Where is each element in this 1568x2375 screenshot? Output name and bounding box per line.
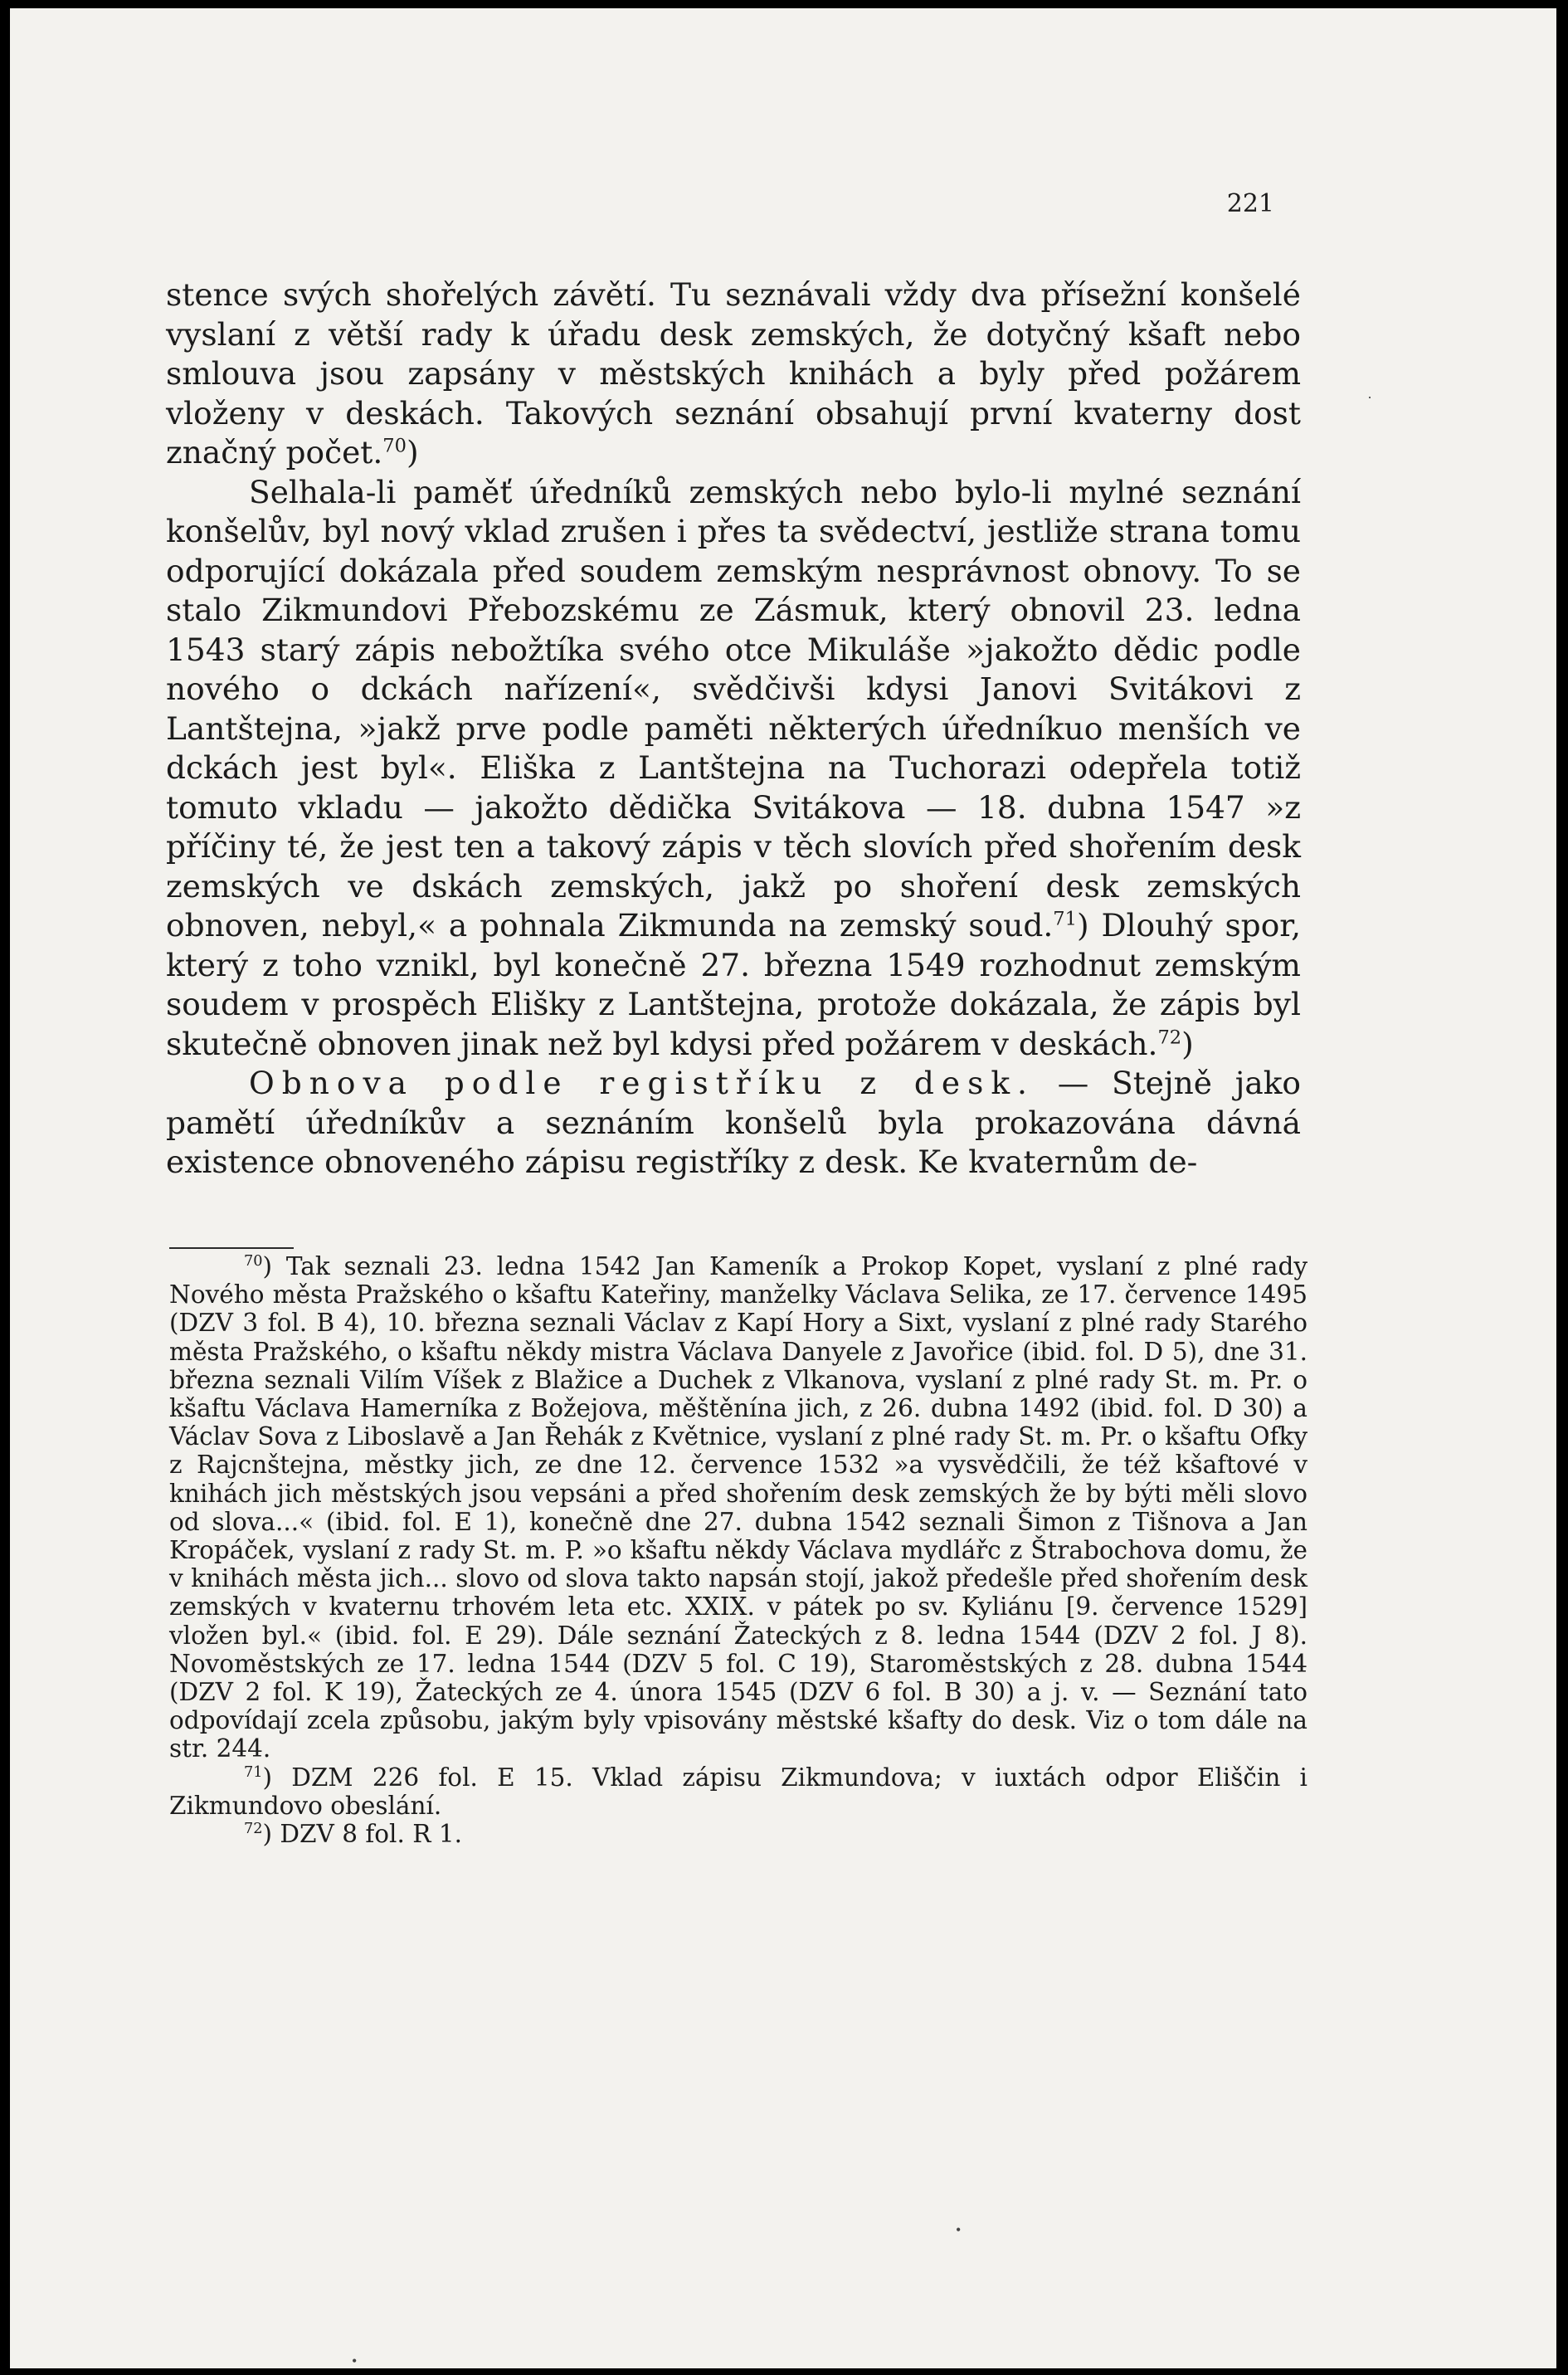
scan-speck: • — [956, 2221, 962, 2238]
page-number: 221 — [1226, 189, 1274, 218]
footnote-ref-70: 70 — [382, 435, 407, 457]
footnotes — [169, 1252, 1307, 1848]
footnote-71-text: ) DZM 226 fol. E 15. Vklad zápisu Zikmundova; v iuxtách odpor Eliščin i Zikmundovo obeslání. — [169, 1763, 1307, 1820]
footnote-divider — [169, 1247, 294, 1249]
footnote-70 — [169, 1252, 1307, 1763]
scan-speck: • — [352, 2353, 358, 2368]
paragraph-1-close: ) — [406, 434, 419, 471]
paragraph-3-text: — Stejně jako pamětí úředníkův a seznáním konšelů byla prokazována dávná existence obnoveného zápisu registříky z desk. Ke kvaternům de- — [166, 1065, 1302, 1180]
footnote-ref-71: 71 — [1053, 908, 1077, 930]
main-text — [166, 276, 1301, 1183]
footnote-mark-71: 71 — [244, 1763, 263, 1781]
paragraph-2 — [166, 473, 1301, 1065]
scan-speck: · — [1367, 389, 1372, 406]
footnote-mark-72: 72 — [244, 1821, 263, 1838]
paragraph-2-text-b: ) Dlouhý spor, který z toho vznikl, byl konečně 27. března 1549 rozhodnut zemským soudem v prospěch Elišky z Lantštejna, protože dokázala, že zápis byl skutečně obnoven jinak než byl kdysi před požárem v deskách. — [166, 907, 1301, 1062]
section-heading: Obnova podle registříku z desk. — [249, 1065, 1035, 1101]
paragraph-3 — [166, 1064, 1301, 1183]
paragraph-2-text-a: Selhala-li paměť úředníků zemských nebo bylo-li mylné seznání konšelův, byl nový vklad zrušen i přes ta svědectví, jestliže strana tomu odporující dokázala před soudem zemským nesprávnost obnovy. To se stalo Zikmundovi Přebozskému ze Zásmuk, který obnovil 23. ledna 1543 starý zápis nebožtíka svého otce Mikuláše »jakožto dědic podle nového o dckách nařízení«, svědčivši kdysi Janovi Svitákovi z Lantštejna, »jakž prve podle paměti některých úředníkuo menších ve dckách jest byl«. Eliška z Lantštejna na Tuchorazi odepřela totiž tomuto vkladu — jakožto dědička Svitákova — 18. dubna 1547 »z příčiny té, že jest ten a takový zápis v těch slovích před shořením desk zemských ve dskách zemských, jakž po shoření desk zemských obnoven, nebyl,« a pohnala Zikmunda na zemský soud. — [166, 473, 1301, 944]
paragraph-2-close: ) — [1181, 1025, 1194, 1062]
footnote-71 — [169, 1763, 1307, 1820]
footnote-72 — [169, 1820, 1307, 1848]
scanned-page — [10, 8, 1556, 2368]
paragraph-1-text: stence svých shořelých závětí. Tu seznávali vždy dva přísežní konšelé vyslaní z větší rady k úřadu desk zemských, že dotyčný kšaft nebo smlouva jsou zapsány v městských knihách a byly před požárem vloženy v deskách. Takových seznání obsahují první kvaterny dost značný počet. — [166, 276, 1301, 471]
footnote-ref-72: 72 — [1157, 1027, 1182, 1048]
footnote-72-text: ) DZV 8 fol. R 1. — [262, 1820, 462, 1849]
paragraph-1 — [166, 276, 1301, 473]
footnote-mark-70: 70 — [244, 1253, 263, 1270]
footnote-70-text: ) Tak seznali 23. ledna 1542 Jan Kameník a Prokop Kopet, vyslaní z plné rady Nového města Pražského o kšaftu Kateřiny, manželky Václava Selika, ze 17. července 1495 (DZV 3 fol. B 4), 10. března seznali Václav z Kapí Hory a Sixt, vyslaní z plné rady Starého města Pražského, o kšaftu někdy mistra Václava Danyele z Javořice (ibid. fol. D 5), dne 31. března seznali Vilím Víšek z Blažice a Duchek z Vlkanova, vyslaní z plné rady St. m. Pr. o kšaftu Václava Hamerníka z Božejova, měštěnína jich, z 26. dubna 1492 (ibid. fol. D 30) a Václav Sova z Liboslavě a Jan Řehák z Květnice, vyslaní z plné rady St. m. Pr. o kšaftu Ofky z Rajcnštejna, městky jich, ze dne 12. července 1532 »a vysvědčili, že též kšaftové v knihách jich městských jsou vepsáni a před shořením desk zemských že by býti měli slovo od slova...« (ibid. fol. E 1), konečně dne 27. dubna 1542 seznali Šimon z Tišnova a Jan Kropáček, vyslaní z rady St. m. P. »o kšaftu někdy Václava mydlářc z Štrabochova domu, že v knihách města jich... slovo od slova takto napsán stojí, jakož předešle před shořením desk zemských v kvaternu trhovém leta etc. XXIX. v pátek po sv. Kyliánu [9. července 1529] vložen byl.« (ibid. fol. E 29). Dále seznání Žateckých z 8. ledna 1544 (DZV 2 fol. J 8). Novoměstských ze 17. ledna 1544 (DZV 5 fol. C 19), Staroměstských z 28. dubna 1544 (DZV 2 fol. K 19), Žateckých ze 4. února 1545 (DZV 6 fol. B 30) a j. v. — Seznání tato odpovídají zcela způsobu, jakým byly vpisovány městské kšafty do desk. Viz o tom dále na str. 244. — [169, 1252, 1307, 1763]
